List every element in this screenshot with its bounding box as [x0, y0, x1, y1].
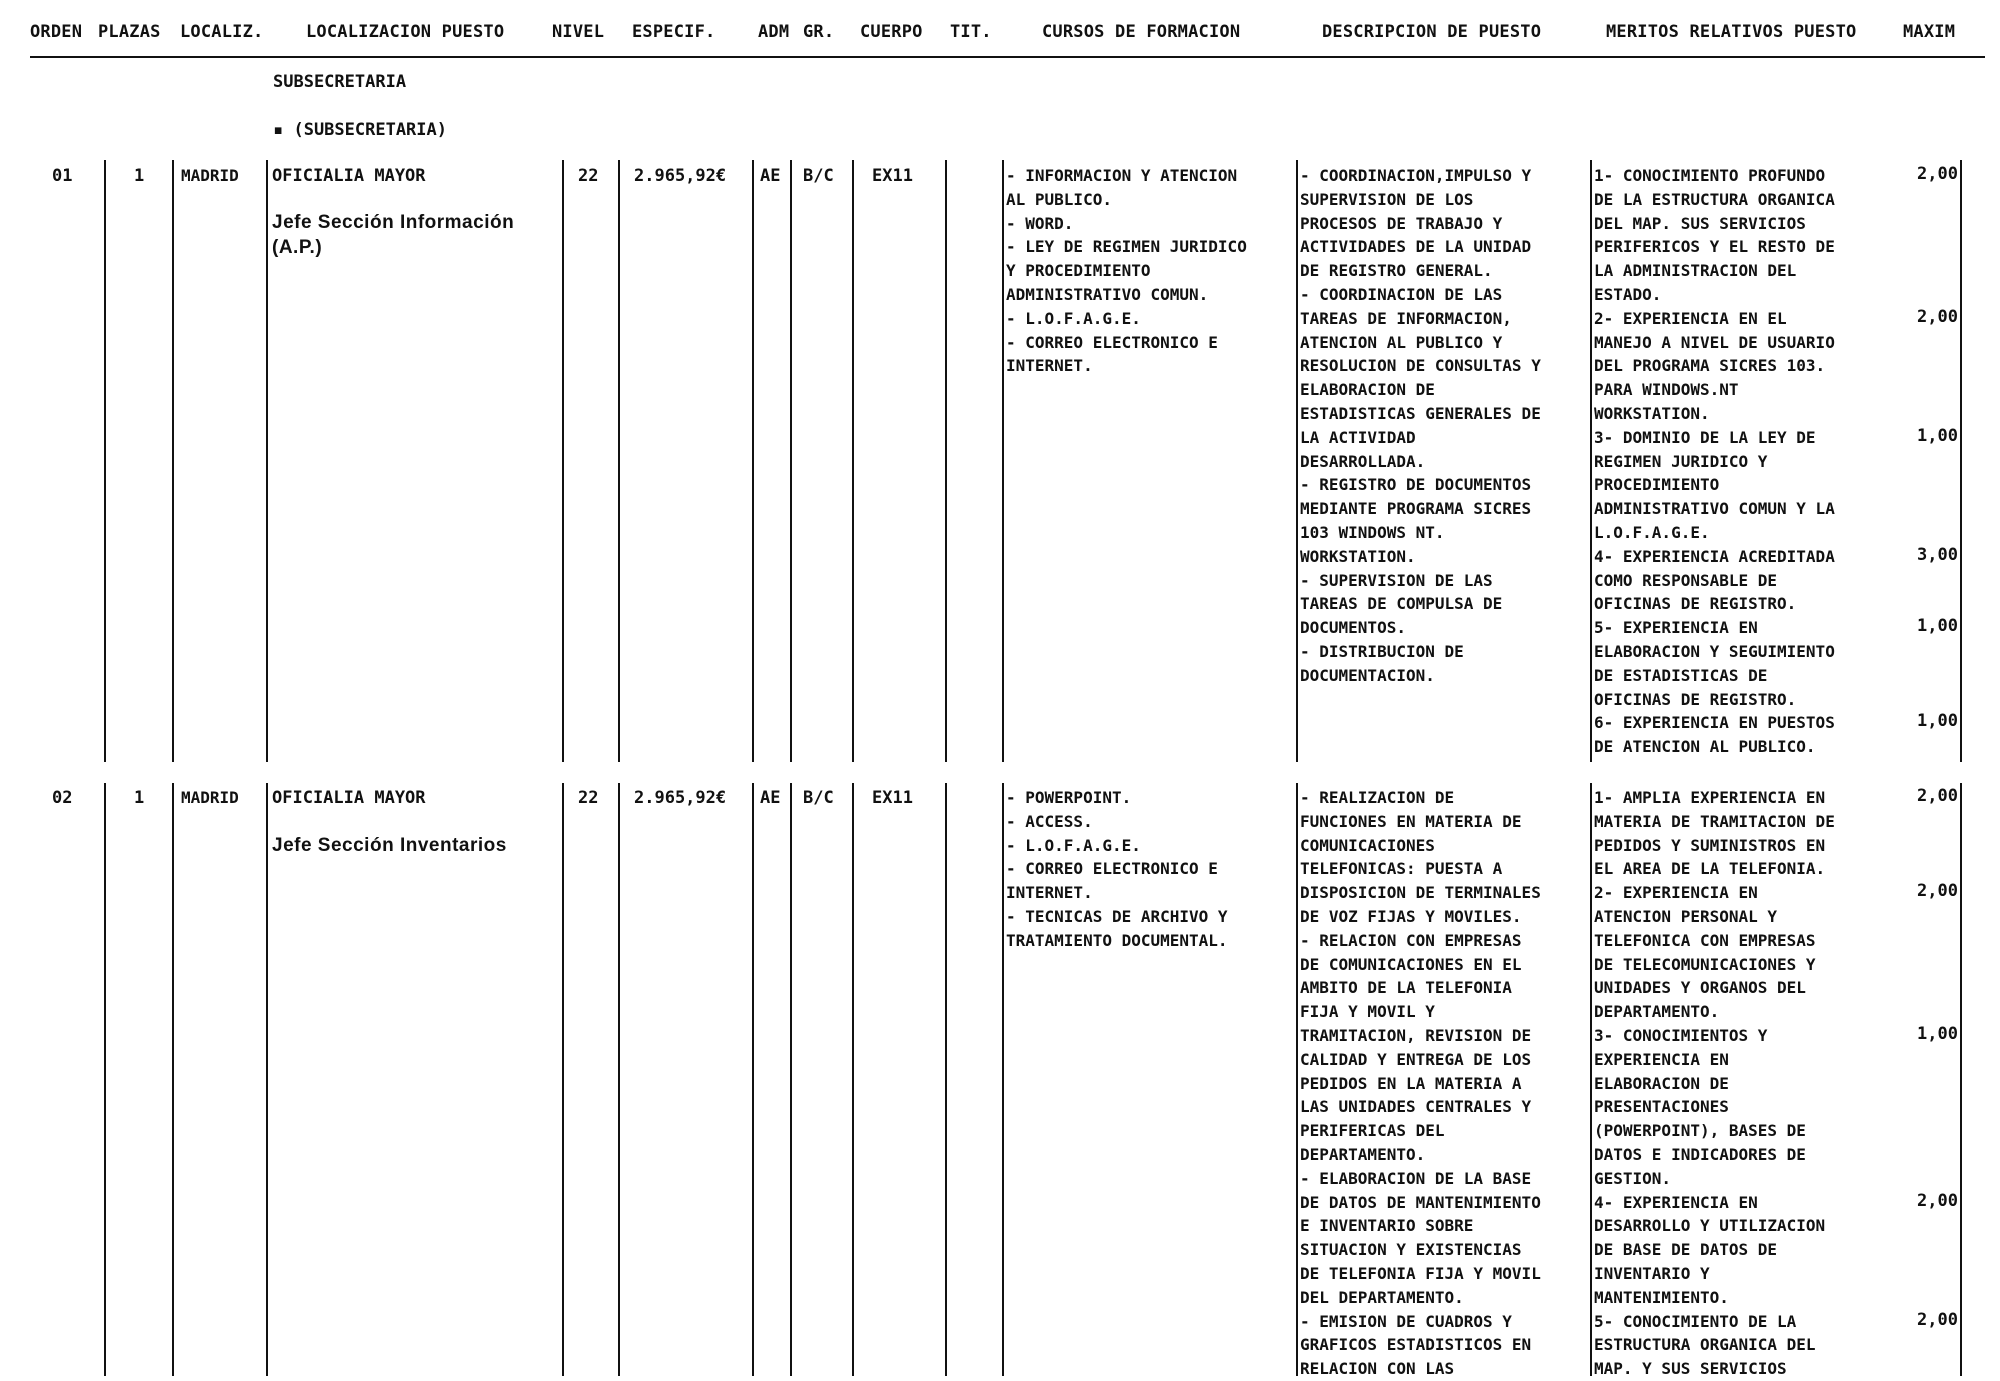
column-divider: [1960, 783, 1962, 1376]
cell-text-line: DE TELEFONIA FIJA Y MOVIL: [1300, 1263, 1541, 1283]
cell-localiz: MADRID: [181, 788, 239, 807]
cell-especif: 2.965,92€: [634, 166, 727, 186]
cell-text-line: - ELABORACION DE LA BASE: [1300, 1168, 1532, 1188]
cell-text-line: FIJA Y MOVIL Y: [1300, 1002, 1435, 1022]
column-divider: [752, 783, 754, 1376]
cell-text-line: E INVENTARIO SOBRE: [1300, 1216, 1474, 1236]
cell-text-line: MANTENIMIENTO.: [1594, 1287, 1729, 1307]
cell-text-line: LA ACTIVIDAD: [1300, 427, 1416, 447]
cell-adm: AE: [760, 788, 781, 808]
cell-text-line: RELACION CON LAS: [1300, 1359, 1455, 1379]
cell-text-line: ELABORACION DE: [1594, 1073, 1729, 1093]
cell-text-line: - CORREO ELECTRONICO E: [1006, 332, 1218, 352]
cell-text-line: 3- DOMINIO DE LA LEY DE: [1594, 427, 1816, 447]
cell-text-line: DISPOSICION DE TERMINALES: [1300, 883, 1541, 903]
header-meritos: MERITOS RELATIVOS PUESTO: [1606, 22, 1857, 42]
cell-gr: B/C: [803, 166, 834, 186]
cell-text-line: ADMINISTRATIVO COMUN.: [1006, 284, 1209, 304]
maxim-value: 1,00: [1917, 1024, 1958, 1044]
cell-text-line: DOCUMENTACION.: [1300, 665, 1435, 685]
cell-text-line: - SUPERVISION DE LAS: [1300, 570, 1493, 590]
cell-text-line: LA ADMINISTRACION DEL: [1594, 261, 1797, 281]
cell-text-line: GESTION.: [1594, 1168, 1672, 1188]
column-divider: [266, 783, 268, 1376]
header-cursos: CURSOS DE FORMACION: [1042, 22, 1241, 42]
cell-text-line: DE LA ESTRUCTURA ORGANICA: [1594, 189, 1835, 209]
cell-cuerpo: EX11: [872, 788, 913, 808]
cell-text-line: (POWERPOINT), BASES DE: [1594, 1121, 1806, 1141]
cell-text-line: UNIDADES Y ORGANOS DEL: [1594, 978, 1806, 998]
cell-text-line: - COORDINACION DE LAS: [1300, 284, 1503, 304]
cell-text-line: 5- EXPERIENCIA EN: [1594, 618, 1758, 638]
maxim-value: 1,00: [1917, 616, 1958, 637]
cell-text-line: 3- CONOCIMIENTOS Y: [1594, 1025, 1768, 1045]
cell-text-line: COMUNICACIONES: [1300, 835, 1435, 855]
header-maxim: MAXIM: [1903, 22, 1956, 42]
maxim-value: 2,00: [1917, 881, 1958, 902]
cell-text-line: Y PROCEDIMIENTO: [1006, 261, 1151, 281]
cell-text-line: OFICINAS DE REGISTRO.: [1594, 689, 1797, 709]
section-subtitle: ▪ (SUBSECRETARIA): [273, 120, 447, 140]
column-divider: [852, 160, 854, 762]
column-divider: [945, 783, 947, 1376]
cell-text-line: WORKSTATION.: [1594, 403, 1710, 423]
cell-text-line: WORKSTATION.: [1300, 546, 1416, 566]
column-divider: [945, 160, 947, 762]
cell-text-line: ESTRUCTURA ORGANICA DEL: [1594, 1335, 1816, 1355]
cell-orden: 02: [52, 788, 73, 808]
cell-text-line: - L.O.F.A.G.E.: [1006, 835, 1141, 855]
header-plazas: PLAZAS: [98, 22, 161, 42]
header-cuerpo: CUERPO: [860, 22, 923, 42]
cell-text-line: INTERNET.: [1006, 356, 1093, 376]
cell-text-line: 103 WINDOWS NT.: [1300, 522, 1445, 542]
cell-text-line: PROCESOS DE TRABAJO Y: [1300, 213, 1503, 233]
cell-text-line: TRATAMIENTO DOCUMENTAL.: [1006, 930, 1228, 950]
cell-text-line: DE ATENCION AL PUBLICO.: [1594, 737, 1816, 757]
cell-text-line: PERIFERICOS Y EL RESTO DE: [1594, 237, 1835, 257]
cell-text-line: AMBITO DE LA TELEFONIA: [1300, 978, 1512, 998]
column-divider: [562, 160, 564, 762]
cell-text-line: ATENCION PERSONAL Y: [1594, 906, 1778, 926]
cell-text-line: DE TELECOMUNICACIONES Y: [1594, 954, 1816, 974]
cell-cuerpo: EX11: [872, 166, 913, 186]
maxim-value: 1,00: [1917, 425, 1958, 446]
column-divider: [752, 160, 754, 762]
cell-text-line: DESARROLLADA.: [1300, 451, 1426, 471]
cell-descripcion: [1300, 164, 1541, 688]
cell-text-line: ESTADO.: [1594, 284, 1662, 304]
header-descripcion: DESCRIPCION DE PUESTO: [1322, 22, 1542, 42]
cell-text-line: OFICINAS DE REGISTRO.: [1594, 594, 1797, 614]
column-divider: [1590, 160, 1592, 762]
cell-text-line: PROCEDIMIENTO: [1594, 475, 1720, 495]
maxim-value: 2,00: [1917, 1190, 1958, 1211]
cell-text-line: DE VOZ FIJAS Y MOVILES.: [1300, 906, 1522, 926]
cell-localiz: MADRID: [181, 166, 239, 185]
cell-text-line: 2- EXPERIENCIA EN: [1594, 883, 1758, 903]
cell-descripcion: [1300, 786, 1541, 1381]
header-nivel: NIVEL: [552, 22, 605, 42]
cell-text-line: TAREAS DE COMPULSA DE: [1300, 594, 1503, 614]
cell-text-line: INTERNET.: [1006, 883, 1093, 903]
cell-text-line: ATENCION AL PUBLICO Y: [1300, 332, 1503, 352]
cell-unidad: OFICIALIA MAYOR: [272, 788, 426, 808]
maxim-value: 2,00: [1917, 1309, 1958, 1330]
cell-text-line: EL AREA DE LA TELEFONIA.: [1594, 859, 1826, 879]
cell-text-line: PEDIDOS Y SUMINISTROS EN: [1594, 835, 1826, 855]
cell-text-line: DEPARTAMENTO.: [1594, 1002, 1720, 1022]
section-title: SUBSECRETARIA: [273, 72, 407, 92]
cell-text-line: REGIMEN JURIDICO Y: [1594, 451, 1768, 471]
header-rule: [30, 56, 1985, 58]
column-divider: [1590, 783, 1592, 1376]
cell-text-line: DATOS E INDICADORES DE: [1594, 1144, 1806, 1164]
column-divider: [104, 783, 106, 1376]
cell-nivel: 22: [578, 788, 599, 808]
cell-text-line: AL PUBLICO.: [1006, 189, 1112, 209]
cell-gr: B/C: [803, 788, 834, 808]
cell-text-line: PERIFERICAS DEL: [1300, 1121, 1445, 1141]
cell-puesto-line: (A.P.): [272, 237, 323, 258]
column-divider: [172, 783, 174, 1376]
cell-text-line: DEPARTAMENTO.: [1300, 1144, 1426, 1164]
cell-text-line: DEL DEPARTAMENTO.: [1300, 1287, 1464, 1307]
cell-text-line: SUPERVISION DE LOS: [1300, 189, 1474, 209]
cell-text-line: - REGISTRO DE DOCUMENTOS: [1300, 475, 1532, 495]
cell-text-line: PRESENTACIONES: [1594, 1097, 1729, 1117]
cell-text-line: ELABORACION DE: [1300, 380, 1435, 400]
column-divider: [618, 783, 620, 1376]
cell-text-line: L.O.F.A.G.E.: [1594, 522, 1710, 542]
column-divider: [1002, 783, 1004, 1376]
header-tit: TIT.: [950, 22, 992, 42]
cell-text-line: - ACCESS.: [1006, 811, 1093, 831]
cell-puesto-line: Jefe Sección Inventarios: [272, 835, 507, 856]
cell-text-line: MANEJO A NIVEL DE USUARIO: [1594, 332, 1835, 352]
cell-text-line: - COORDINACION,IMPULSO Y: [1300, 166, 1532, 185]
header-gr: GR.: [803, 22, 835, 42]
cell-meritos: [1594, 164, 1835, 759]
cell-especif: 2.965,92€: [634, 788, 727, 808]
cell-cursos: [1006, 164, 1247, 378]
cell-text-line: 2- EXPERIENCIA EN EL: [1594, 308, 1787, 328]
column-divider: [562, 783, 564, 1376]
column-divider: [852, 783, 854, 1376]
cell-text-line: DE DATOS DE MANTENIMIENTO: [1300, 1192, 1541, 1212]
cell-text-line: DE ESTADISTICAS DE: [1594, 665, 1768, 685]
cell-text-line: - REALIZACION DE: [1300, 788, 1455, 807]
header-localizacion-puesto: LOCALIZACION PUESTO: [306, 22, 505, 42]
cell-text-line: TELEFONICA CON EMPRESAS: [1594, 930, 1816, 950]
cell-text-line: 5- CONOCIMIENTO DE LA: [1594, 1311, 1797, 1331]
cell-meritos: [1594, 786, 1835, 1381]
cell-text-line: 1- CONOCIMIENTO PROFUNDO: [1594, 166, 1826, 185]
cell-nivel: 22: [578, 166, 599, 186]
cell-text-line: 4- EXPERIENCIA ACREDITADA: [1594, 546, 1835, 566]
cell-plazas: 1: [134, 166, 145, 186]
cell-text-line: - LEY DE REGIMEN JURIDICO: [1006, 237, 1247, 257]
cell-text-line: LAS UNIDADES CENTRALES Y: [1300, 1097, 1532, 1117]
cell-text-line: 1- AMPLIA EXPERIENCIA EN: [1594, 788, 1826, 807]
column-divider: [104, 160, 106, 762]
maxim-value: 2,00: [1917, 786, 1958, 806]
cell-text-line: DOCUMENTOS.: [1300, 618, 1406, 638]
column-divider: [1296, 783, 1298, 1376]
header-orden: ORDEN: [30, 22, 83, 42]
cell-text-line: PEDIDOS EN LA MATERIA A: [1300, 1073, 1522, 1093]
maxim-value: 1,00: [1917, 711, 1958, 732]
column-divider: [618, 160, 620, 762]
column-divider: [1960, 160, 1962, 762]
cell-text-line: COMO RESPONSABLE DE: [1594, 570, 1778, 590]
cell-text-line: - POWERPOINT.: [1006, 788, 1132, 807]
cell-text-line: 6- EXPERIENCIA EN PUESTOS: [1594, 713, 1835, 733]
cell-text-line: TAREAS DE INFORMACION,: [1300, 308, 1512, 328]
column-divider: [1296, 160, 1298, 762]
cell-cursos: [1006, 786, 1228, 953]
column-divider: [1002, 160, 1004, 762]
cell-adm: AE: [760, 166, 781, 186]
maxim-value: 3,00: [1917, 544, 1958, 565]
cell-text-line: - DISTRIBUCION DE: [1300, 641, 1464, 661]
cell-text-line: TELEFONICAS: PUESTA A: [1300, 859, 1503, 879]
cell-text-line: CALIDAD Y ENTREGA DE LOS: [1300, 1049, 1532, 1069]
cell-text-line: 4- EXPERIENCIA EN: [1594, 1192, 1758, 1212]
header-especif: ESPECIF.: [632, 22, 716, 42]
cell-text-line: SITUACION Y EXISTENCIAS: [1300, 1240, 1522, 1260]
header-adm: ADM: [758, 22, 790, 42]
cell-text-line: TRAMITACION, REVISION DE: [1300, 1025, 1532, 1045]
cell-puesto-line: Jefe Sección Información: [272, 212, 515, 233]
cell-text-line: DEL PROGRAMA SICRES 103.: [1594, 356, 1826, 376]
cell-text-line: DE REGISTRO GENERAL.: [1300, 261, 1493, 281]
cell-text-line: INVENTARIO Y: [1594, 1263, 1710, 1283]
cell-text-line: DESARROLLO Y UTILIZACION: [1594, 1216, 1826, 1236]
cell-text-line: DE BASE DE DATOS DE: [1594, 1240, 1778, 1260]
cell-text-line: ELABORACION Y SEGUIMIENTO: [1594, 641, 1835, 661]
column-divider: [790, 783, 792, 1376]
cell-text-line: MEDIANTE PROGRAMA SICRES: [1300, 499, 1532, 519]
cell-text-line: ADMINISTRATIVO COMUN Y LA: [1594, 499, 1835, 519]
cell-text-line: - EMISION DE CUADROS Y: [1300, 1311, 1512, 1331]
cell-text-line: - INFORMACION Y ATENCION: [1006, 166, 1238, 185]
maxim-value: 2,00: [1917, 306, 1958, 327]
cell-orden: 01: [52, 166, 73, 186]
cell-text-line: MATERIA DE TRAMITACION DE: [1594, 811, 1835, 831]
cell-text-line: - TECNICAS DE ARCHIVO Y: [1006, 906, 1228, 926]
cell-text-line: - WORD.: [1006, 213, 1074, 233]
cell-text-line: ESTADISTICAS GENERALES DE: [1300, 403, 1541, 423]
cell-text-line: GRAFICOS ESTADISTICOS EN: [1300, 1335, 1532, 1355]
cell-text-line: PARA WINDOWS.NT: [1594, 380, 1739, 400]
cell-text-line: MAP. Y SUS SERVICIOS: [1594, 1359, 1787, 1379]
cell-text-line: - L.O.F.A.G.E.: [1006, 308, 1141, 328]
cell-text-line: - RELACION CON EMPRESAS: [1300, 930, 1522, 950]
header-localiz: LOCALIZ.: [180, 22, 264, 42]
column-divider: [790, 160, 792, 762]
column-divider: [266, 160, 268, 762]
cell-text-line: FUNCIONES EN MATERIA DE: [1300, 811, 1522, 831]
cell-text-line: DE COMUNICACIONES EN EL: [1300, 954, 1522, 974]
cell-text-line: - CORREO ELECTRONICO E: [1006, 859, 1218, 879]
cell-plazas: 1: [134, 788, 145, 808]
cell-text-line: ACTIVIDADES DE LA UNIDAD: [1300, 237, 1532, 257]
cell-text-line: DEL MAP. SUS SERVICIOS: [1594, 213, 1806, 233]
cell-text-line: EXPERIENCIA EN: [1594, 1049, 1729, 1069]
maxim-value: 2,00: [1917, 164, 1958, 184]
cell-unidad: OFICIALIA MAYOR: [272, 166, 426, 186]
column-divider: [172, 160, 174, 762]
cell-text-line: RESOLUCION DE CONSULTAS Y: [1300, 356, 1541, 376]
